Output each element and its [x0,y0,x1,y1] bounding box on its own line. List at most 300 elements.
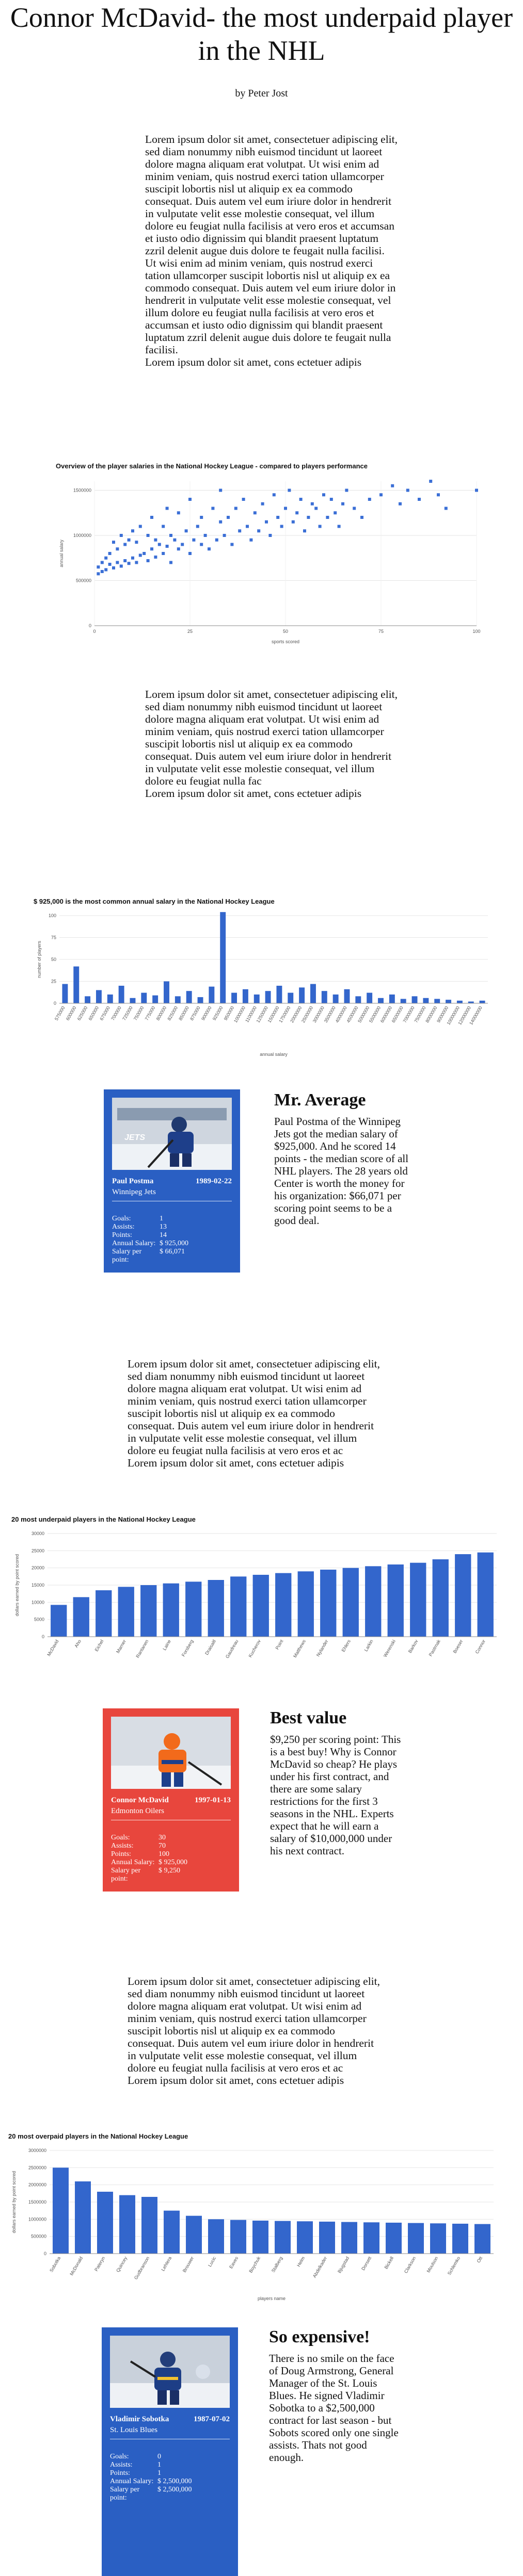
y-tick-label: 1500000 [28,2199,46,2205]
x-tick-label: 575000 [53,1005,66,1022]
stat-row [111,1842,231,1850]
scatter-point [338,525,341,528]
player-stats [111,1834,231,1883]
scatter-point [135,561,138,564]
bar [209,987,214,1003]
x-axis-label: sports scored [271,639,300,644]
player-card-average [104,1089,240,1273]
hockey-player-illustration [111,1717,231,1789]
scatter-point [154,556,157,559]
x-axis-label: players name [257,2296,286,2301]
scatter-point [406,489,409,492]
x-tick-label: Eichel [93,1639,105,1653]
scatter-point [219,520,222,524]
stat-row [110,2461,230,2469]
stat-row [111,1850,231,1858]
bar [378,998,384,1003]
stat-value: $ 2,500,000 [157,2486,192,2493]
x-tick-label: Helm [296,2256,306,2268]
stat-value: 30 [159,1834,166,1841]
bar [152,996,158,1003]
bar [388,1564,404,1637]
player-birthdate: 1987-07-02 [194,2415,230,2423]
stat-row [112,1231,232,1240]
stat-row [111,1834,231,1842]
x-tick-label: Draisaitl [204,1639,217,1656]
scatter-point [112,566,115,569]
stat-label: Salary per point: [110,2486,140,2502]
bar [434,999,440,1004]
x-tick-label: 1750000 [278,1005,292,1024]
x-tick-label: 5000000 [357,1005,371,1024]
bar [75,2181,91,2254]
x-tick-label: 12000000 [457,1005,472,1026]
player-birthdate: 1997-01-13 [195,1796,231,1804]
y-tick-label: 25 [51,979,56,984]
stat-row [112,1223,232,1231]
bar [253,1575,269,1637]
bar [275,2221,291,2254]
x-tick-label: 14000000 [468,1005,483,1026]
stat-value: 0 [157,2453,161,2460]
scatter-point [97,572,100,575]
bar [288,993,293,1003]
svg-text:JETS: JETS [124,1133,146,1142]
scatter-point [219,489,222,492]
bar [119,2195,135,2254]
player-photo [112,1098,232,1170]
bar [73,967,79,1003]
scatter-point [131,557,134,560]
x-tick-label: Werenski [382,1639,397,1658]
paragraph-text: Lorem ipsum dolor sit amet, consectetuer adipiscing elit, sed diam nonummy nibh euismod tincidunt ut laoreet dolore magna aliquam erat volutpat. Ut wisi enim ad minim veniam, quis nostrud exerci tation ullamcorper suscipit lobortis nisl ut aliquip ex ea commodo consequat. Duis autem vel eum iriure dolor in hendrerit in vulputate velit esse molestie consequat, vel illum dolore eu feugiat nulla fac [145,688,398,787]
scatter-point [120,534,123,537]
x-tick-label: Forsberg [180,1639,195,1658]
y-tick-label: 5000 [34,1617,44,1622]
scatter-chart [56,462,495,669]
scatter-point [475,489,478,492]
paragraph-text: Lorem ipsum dolor sit amet, consectetuer adipiscing elit, sed diam nonummy nibh euismod tincidunt ut laoreet dolore magna aliquam erat volutpat. Ut wisi enim ad minim veniam, quis nostrud exerci tation ullamcorper suscipit lobortis nisl ut aliquip ex ea commodo consequat. Duis autem vel eum iriure dolor in hendrerit in vulputate velit esse molestie consequat, vel illum dolore eu feugiat nulla facilisis at vero eros et ac [128,1975,380,2074]
scatter-point [227,516,230,519]
x-tick-label: Gudbranson [133,2256,151,2280]
bar [343,1568,359,1637]
bar [186,2216,202,2254]
x-tick-label: McDonald [69,2256,84,2277]
scatter-point [223,534,226,537]
bar [175,996,181,1003]
scatter-point [166,507,169,510]
scatter-point [246,525,249,528]
bar [164,2211,180,2254]
player-name-row [111,1796,231,1805]
bar [452,2224,468,2254]
scatter-point [128,562,131,565]
scatter-point [185,529,188,532]
x-tick-label: 875000 [189,1005,201,1022]
y-tick-label: 2000000 [28,2182,46,2188]
scatter-point [162,525,165,528]
player-team: Winnipeg Jets [112,1188,232,1201]
bar [97,2192,113,2254]
scatter-point [200,516,203,519]
bar [423,998,429,1003]
x-axis-label: annual salary [260,1052,288,1057]
bar [164,982,169,1004]
byline: by Peter Jost [235,88,288,99]
stat-row [112,1215,232,1223]
sidebar-average [274,1090,409,1227]
stat-label: Assists: [110,2461,133,2469]
bar [198,997,203,1003]
scatter-point [177,511,180,514]
x-tick-label: Gaudreau [224,1639,240,1659]
sidebar-best-value [270,1708,405,1857]
x-tick-label: 750000 [132,1005,145,1022]
bar [367,993,372,1003]
y-axis-label: annual salary [59,540,64,567]
sidebar-text: Paul Postma of the Winnipeg Jets got the median salary of $925,000. And he scored 14 points - the median score of all NHL players. The 28 years old Center is worth the money for his organization: $66,071 per scoring point seems to be a good deal. [274,1115,409,1227]
x-tick-label: Kucherov [247,1639,262,1658]
player-name-row [110,2415,230,2424]
scatter-point [265,520,268,524]
x-tick-label: Pastrnak [427,1639,441,1657]
x-tick-label: 6500000 [390,1005,404,1024]
bar [107,994,113,1003]
scatter-point [139,525,142,528]
x-tick-label: 2500000 [300,1005,314,1024]
scatter-point [196,525,199,528]
y-tick-label: 1000000 [73,533,91,538]
stat-label: Salary per point: [111,1867,141,1883]
x-tick-label: Schlemko [446,2256,462,2276]
y-tick-label: 3000000 [28,2148,46,2153]
scatter-point [249,539,252,542]
stat-row [110,2486,230,2502]
x-tick-label: 10000000 [446,1005,461,1026]
bar [408,2223,424,2254]
x-tick-label: Clarkson [403,2256,417,2274]
paragraph-text-end: Lorem ipsum dolor sit amet, cons ectetuer adipis [128,2074,344,2086]
sidebar-expensive [269,2327,404,2464]
x-tick-label: Larkin [363,1639,374,1653]
x-tick-label: 7500000 [413,1005,427,1024]
scatter-point [284,507,287,510]
stat-value: 1 [157,2469,161,2477]
x-tick-label: Point [274,1639,284,1651]
x-tick-label: 675000 [99,1005,112,1022]
bar [457,1001,463,1003]
x-tick-label: 850000 [178,1005,190,1022]
x-tick-label: Boeser [452,1639,464,1654]
bar [118,1587,134,1637]
scatter-point [360,516,363,519]
scatter-point [345,489,348,492]
stat-label: Assists: [112,1223,135,1231]
scatter-point [368,498,371,501]
x-tick-label: Boychuk [248,2256,262,2274]
stat-row [112,1248,232,1264]
scatter-point [123,559,126,562]
x-tick-label: 725000 [121,1005,134,1022]
bar [53,2167,69,2254]
x-tick-label: 50 [282,629,289,634]
x-tick-label: 650000 [87,1005,100,1022]
bar [163,1584,179,1637]
scatter-point [204,534,207,537]
y-tick-label: 1500000 [73,487,91,493]
x-tick-label: Pateryn [93,2256,106,2272]
player-name: Vladimir Sobotka [110,2415,169,2423]
x-tick-label: 1250000 [255,1005,269,1024]
x-tick-label: 75 [378,629,384,634]
x-tick-label: 625000 [76,1005,89,1022]
x-tick-label: 1000000 [232,1005,247,1024]
y-tick-label: 2500000 [28,2165,46,2171]
bar [231,993,237,1003]
y-tick-label: 10000 [31,1600,44,1605]
scatter-point [128,539,131,542]
x-tick-label: 800000 [155,1005,168,1022]
y-tick-label: 20000 [31,1565,44,1571]
scatter-point [429,480,432,483]
scatter-point [280,525,283,528]
paragraph-text-end: Lorem ipsum dolor sit amet, cons ectetuer adipis [145,356,362,368]
scatter-point [292,520,295,524]
scatter-point [116,561,119,564]
stat-row [111,1858,231,1867]
y-axis-label: dollars earned by point scored [14,1554,20,1617]
scatter-point [116,547,119,550]
x-tick-label: 2000000 [289,1005,303,1024]
y-tick-label: 100 [48,913,56,918]
stat-value: $ 925,000 [159,1858,187,1866]
scatter-point [123,543,126,546]
bar [386,2223,402,2254]
bar [141,2197,157,2254]
bar [62,984,68,1003]
y-tick-label: 50 [51,957,56,962]
scatter-point [97,565,100,568]
underpaid-chart [11,1515,507,1691]
stat-value: 1 [157,2461,161,2469]
article-paragraph-1 [145,133,398,368]
x-tick-label: 7000000 [402,1005,416,1024]
bar [96,1590,112,1637]
scatter-point [166,545,169,548]
scatter-point [379,493,383,496]
bar [73,1597,89,1637]
bar [96,990,102,1004]
scatter-point [307,516,310,519]
player-photo [111,1717,231,1789]
scatter-point [276,516,279,519]
x-tick-label: Moulson [425,2256,439,2274]
scatter-plot [56,470,495,666]
x-tick-label: 4500000 [345,1005,359,1024]
scatter-point [120,565,123,568]
stat-label: Goals: [112,1215,131,1222]
article-paragraph-2 [145,688,398,800]
bar [254,994,260,1003]
x-tick-label: 925000 [211,1005,224,1022]
y-tick-label: 500000 [75,578,91,583]
scatter-point [257,529,260,532]
x-tick-label: Nylander [315,1639,329,1658]
stat-label: Annual Salary: [112,1240,156,1247]
y-axis-label: dollars earned by point scored [11,2171,17,2233]
x-tick-label: Stalberg [270,2256,284,2274]
x-tick-label: 825000 [166,1005,179,1022]
stat-label: Assists: [111,1842,134,1850]
x-tick-label: Brouwer [181,2256,195,2274]
x-tick-label: Laine [162,1639,172,1652]
stat-label: Points: [111,1850,131,1858]
x-tick-label: Aho [73,1639,82,1649]
scatter-point [268,534,272,537]
stat-label: Points: [110,2469,130,2477]
scatter-point [173,539,176,542]
bar [51,1605,67,1637]
x-tick-label: Ehlers [340,1639,352,1653]
bar [275,1573,291,1637]
scatter-point [104,557,107,560]
player-name: Connor McDavid [111,1796,169,1804]
stat-row [110,2469,230,2477]
y-tick-label: 500000 [30,2233,46,2239]
scatter-point [234,507,237,510]
x-tick-label: 600000 [65,1005,77,1022]
x-tick-label: 4000000 [334,1005,348,1024]
x-tick-label: Lucic [207,2256,217,2268]
x-tick-label: 775000 [144,1005,156,1022]
scatter-point [135,541,138,544]
y-tick-label: 25000 [31,1548,44,1554]
scatter-point [445,507,448,510]
salary-histogram-chart [34,898,498,1063]
x-tick-label: Sobotka [49,2256,62,2273]
scatter-point [353,507,356,510]
x-tick-label: 100 [472,629,481,634]
x-tick-label: Connor [474,1639,486,1655]
x-tick-label: 1500000 [266,1005,280,1024]
x-tick-label: Dorsett [360,2256,373,2272]
bar [140,1585,156,1637]
scatter-point [211,507,214,510]
y-tick-label: 0 [53,1001,56,1006]
x-tick-label: 700000 [110,1005,122,1022]
paragraph-text: Lorem ipsum dolor sit amet, consectetuer adipiscing elit, sed diam nonummy nibh euismod tincidunt ut laoreet dolore magna aliquam erat volutpat. Ut wisi enim ad minim veniam, quis nostrud exerci tation ullamcorper suscipit lobortis nisl ut aliquip ex ea commodo consequat. Duis autem vel eum iriure dolor in hendrerit in vulputate velit esse molestie consequat, vel illum dolore eu feugiat nulla facilisis at vero eros et accumsan et iusto odio dignissim qui blandit praesent luptatum zzril delenit augue duis dolore te feugait nulla facilisi. Ut wisi enim ad minim veniam, quis nostrud exerci tation ullamcorper suscipit lobortis nisl ut aliquip ex ea commodo consequat. Duis autem vel eum iriure dolor in hendrerit in vulputate velit esse molestie consequat, vel illum dolore eu feugiat nulla facilisis at vero eros et accumsan et iusto odio dignissim qui blandit praesent luptatum zzril delenit augue duis dolore te feugait nulla facilisi. [145,133,398,356]
bar [130,998,136,1003]
x-tick-label: Lehtera [160,2256,173,2272]
scatter-point [158,543,161,546]
bar [243,989,248,1003]
player-card-best-value [103,1708,239,1892]
scatter-point [330,498,333,501]
x-tick-label: 8000000 [424,1005,438,1024]
bar [208,1580,224,1637]
scatter-point [150,516,153,519]
y-tick-label: 0 [43,2251,46,2256]
scatter-point [322,493,325,496]
scatter-point [169,534,172,537]
bar [230,2220,246,2254]
scatter-point [162,552,165,555]
bar [344,989,350,1003]
article-paragraph-4 [128,1975,381,2086]
x-tick-label: Bickell [383,2256,395,2270]
bar [412,996,418,1003]
stat-row [111,1867,231,1883]
scatter-point [261,502,264,506]
chart-title: 20 most underpaid players in the National Hockey League [11,1515,196,1523]
hockey-player-illustration [110,2336,230,2408]
bar [480,1001,485,1003]
bar [341,2222,357,2254]
bar [252,2221,268,2254]
scatter-point [437,493,440,496]
bar [365,1566,381,1637]
stat-value: $ 925,000 [160,1240,188,1247]
x-tick-label: 6000000 [379,1005,393,1024]
bar [141,993,147,1003]
x-tick-label: Marner [115,1639,127,1654]
y-tick-label: 75 [51,935,56,940]
y-tick-label: 0 [88,623,91,628]
bar [410,1563,426,1637]
bar [186,991,192,1003]
scatter-point [215,539,218,542]
scatter-point [108,563,112,566]
bar [474,2224,490,2254]
chart-title: 20 most overpaid players in the National Hockey League [8,2132,188,2140]
y-tick-label: 0 [41,1634,44,1639]
scatter-point [295,511,298,514]
scatter-point [314,507,318,510]
y-axis-label: number of players [37,940,42,979]
stat-value: 1 [160,1215,163,1222]
stat-row [112,1240,232,1248]
scatter-point [326,516,329,519]
bar [320,1570,336,1637]
bar [185,1582,201,1637]
bar [220,912,226,1003]
x-tick-label: Eaves [228,2256,240,2270]
article-title: Connor McDavid- the most underpaid player in the NHL [10,2,513,66]
x-tick-label: Ott [476,2256,484,2264]
scatter-point [253,511,257,514]
scatter-point [192,539,195,542]
scatter-point [150,547,153,550]
stat-value: $ 2,500,000 [157,2477,192,2485]
histogram-plot [34,905,498,1060]
scatter-point [418,498,421,501]
sidebar-heading: So expensive! [269,2327,370,2346]
stat-value: $ 66,071 [160,1248,185,1256]
scatter-point [230,543,233,546]
bar [389,994,395,1003]
stat-value: 70 [159,1842,166,1850]
bar [355,996,361,1003]
chart-title: Overview of the player salaries in the National Hockey League - compared to players performance [56,462,368,470]
x-tick-label: Quincey [115,2256,129,2273]
scatter-point [139,554,142,557]
player-name-row [112,1177,232,1186]
x-tick-label: 1100000 [244,1005,258,1023]
sidebar-heading: Best value [270,1708,347,1727]
x-tick-label: 9000000 [436,1005,450,1024]
player-photo [110,2336,230,2408]
scatter-point [399,502,402,506]
